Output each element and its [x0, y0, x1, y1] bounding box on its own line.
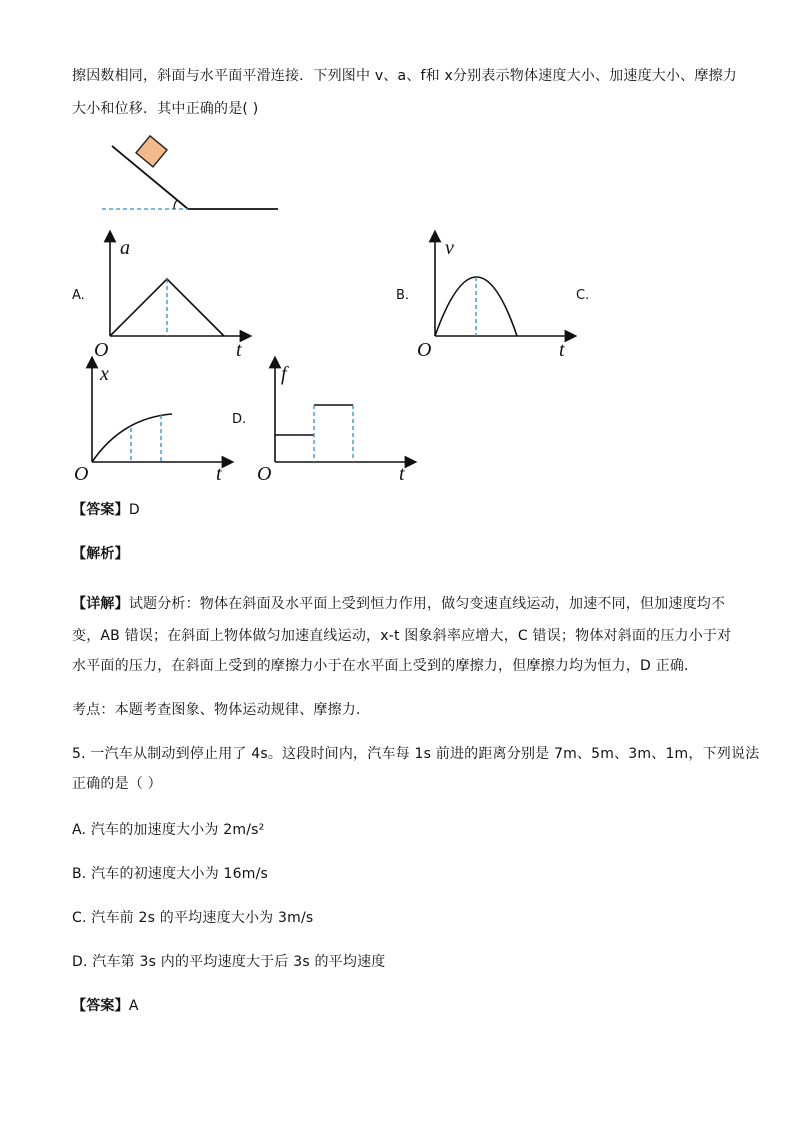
- q5-option-b: B. 汽车的初速度大小为 16m/s: [72, 866, 269, 882]
- option-d-label: D.: [232, 412, 247, 427]
- q5-stem-line1: 5. 一汽车从制动到停止用了 4s。这段时间内，汽车每 1s 前进的距离分别是 7m、5m、3m、1m，下列说法: [72, 746, 760, 762]
- q5-option-a: A. 汽车的加速度大小为 2m/s²: [72, 822, 265, 838]
- q4-detail-line2: 变，AB 错误；在斜面上物体做匀加速直线运动，x-t 图象斜率应增大，C 错误；物体对斜面的压力小于对: [72, 628, 732, 644]
- graph-d-x-label: t: [399, 463, 405, 485]
- q5-option-d: D. 汽车第 3s 内的平均速度大于后 3s 的平均速度: [72, 954, 386, 970]
- graph-b-origin: O: [417, 339, 432, 361]
- q4-detail-line1: [72, 594, 725, 614]
- q4-stem-line2: 大小和位移．其中正确的是( ): [72, 101, 259, 117]
- graph-a-x-label: t: [236, 339, 242, 361]
- graph-a-y-label: a: [120, 237, 130, 259]
- q5-stem-line2: 正确的是（ ）: [72, 776, 162, 792]
- option-b-label: B.: [396, 288, 410, 303]
- graph-c-curve: [92, 414, 172, 462]
- graph-b: [415, 232, 585, 361]
- angle-arc: [174, 200, 177, 209]
- block-on-incline: [136, 136, 167, 167]
- q4-kaodian: 考点：本题考查图象、物体运动规律、摩擦力．: [72, 702, 371, 718]
- q4-detail-tag: 【详解】: [72, 596, 129, 612]
- graph-d-y-label: f: [281, 363, 287, 385]
- q5-answer-value: A: [128, 998, 139, 1014]
- q4-detail-line3: 水平面的压力，在斜面上受到的摩擦力小于在水平面上受到的摩擦力，但摩擦力均为恒力，D 正确．: [72, 658, 699, 674]
- q4-answer-value: D: [128, 502, 140, 518]
- graph-c-x-label: t: [216, 463, 222, 485]
- q4-detail-text1: 试题分析：物体在斜面及水平面上受到恒力作用，做匀变速直线运动，加速不同，但加速度均不: [128, 596, 726, 612]
- q5-answer-tag: 【答案】: [72, 998, 129, 1014]
- q5-option-c: C. 汽车前 2s 的平均速度大小为 3m/s: [72, 910, 314, 926]
- option-a-label: A.: [72, 288, 85, 303]
- q4-analysis-tag: 【解析】: [72, 546, 129, 562]
- graph-b-x-label: t: [559, 339, 565, 361]
- graph-d: [255, 358, 425, 483]
- graph-c: [72, 358, 242, 483]
- graph-c-origin: O: [74, 463, 89, 485]
- q5-answer: [72, 996, 139, 1016]
- graph-b-y-label: v: [445, 237, 454, 259]
- graph-a: [90, 232, 260, 361]
- option-c-label: C.: [576, 288, 590, 303]
- graph-d-origin: O: [257, 463, 272, 485]
- graph-c-y-label: x: [100, 363, 109, 385]
- graph-a-origin: O: [94, 339, 109, 361]
- q4-answer: [72, 500, 140, 520]
- q4-answer-tag: 【答案】: [72, 502, 129, 518]
- incline-figure: [100, 140, 290, 220]
- q4-stem-line1: 擦因数相同，斜面与水平面平滑连接．下列图中 v、a、f和 x分别表示物体速度大小、加速度大小、摩擦力: [72, 68, 737, 84]
